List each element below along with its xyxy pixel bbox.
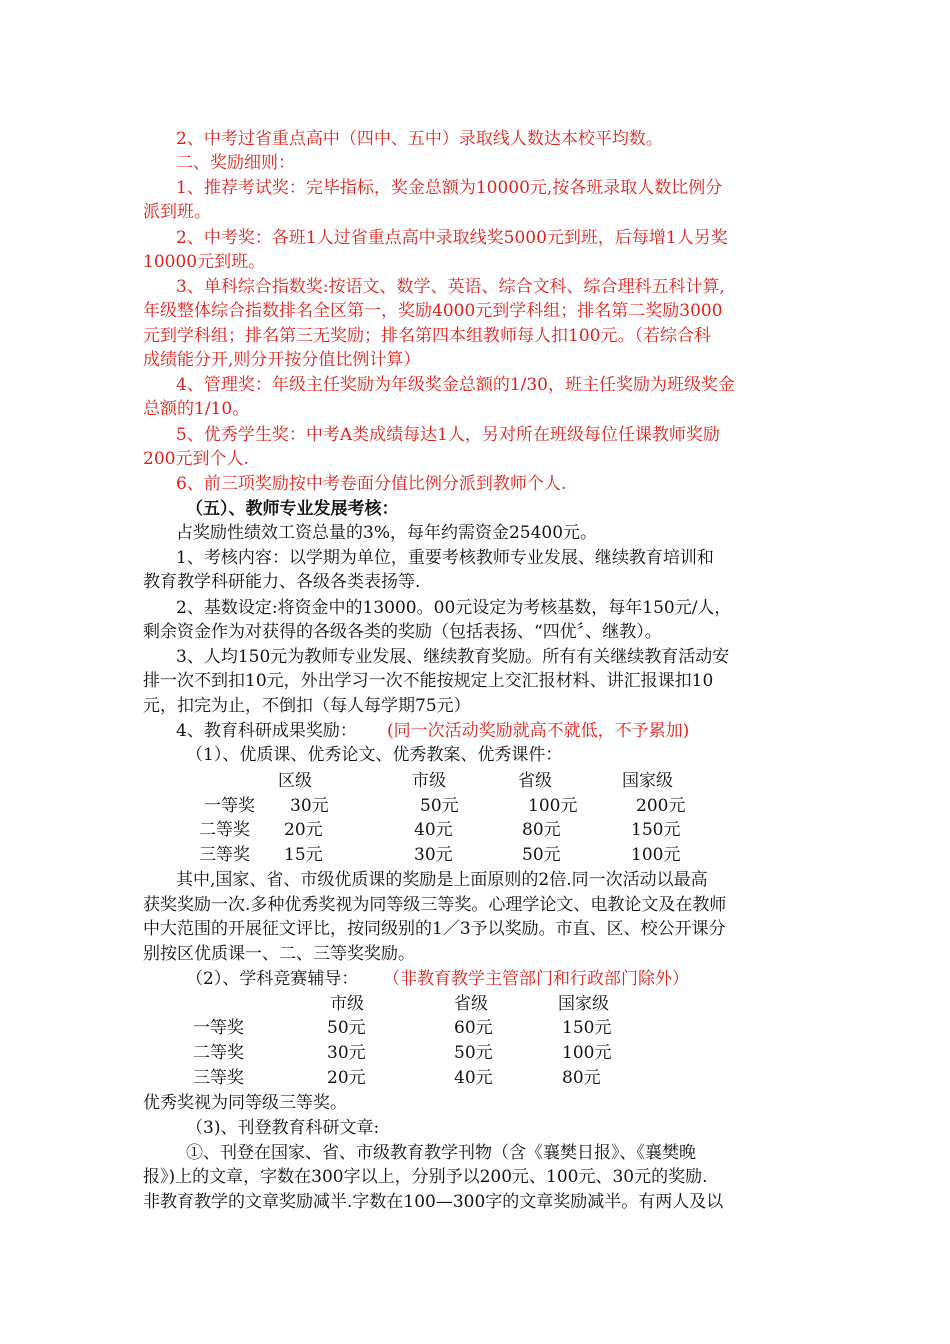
table-cell: 30元 [327, 1043, 366, 1063]
text-line: 剩余资金作为对获得的各级各类的奖励（包括表扬、“四优〞、继教）。 [143, 622, 662, 642]
row-label: 一等奖 [204, 796, 255, 816]
table-cell: 150元 [562, 1018, 612, 1038]
text-line: 1、推荐考试奖：完毕指标，奖金总额为10000元,按各班录取人数比例分 [176, 178, 723, 198]
text-line: ①、刊登在国家、省、市级教育教学刊物（含《襄樊日报》、《襄樊晚 [186, 1143, 696, 1163]
text-line: 6、前三项奖励按中考卷面分值比例分派到教师个人. [176, 474, 567, 494]
row-label: 三等奖 [199, 845, 250, 865]
text-line: 派到班。 [143, 202, 211, 222]
section-heading: 二、奖励细则： [176, 153, 295, 173]
table-cell: 30元 [290, 796, 329, 816]
text-line: 教育教学科研能力、各级各类表扬等. [143, 572, 421, 592]
table-header: 省级 [454, 994, 488, 1014]
text-line: 元，扣完为止，不倒扣（每人每学期75元） [143, 696, 471, 716]
text-line: 其中,国家、省、市级优质课的奖励是上面原则的2倍.同一次活动以最高 [176, 870, 708, 890]
text-line: 年级整体综合指数排名全区第一，奖励4000元到学科组；排名第二奖励3000 [143, 301, 723, 321]
table-cell: 40元 [414, 820, 453, 840]
text-line: 占奖励性绩效工资总量的3%，每年约需资金25400元。 [176, 523, 598, 543]
subsection-heading: （1）、优质课、优秀论文、优秀教案、优秀课件： [186, 745, 563, 765]
text-line: 报》)上的文章，字数在300字以上，分别予以200元、100元、30元的奖励. [143, 1167, 708, 1187]
table-cell: 100元 [562, 1043, 612, 1063]
section-heading: （五）、教师专业发展考核： [186, 499, 399, 519]
text-line: 别按区优质课一、二、三等奖奖励。 [143, 944, 415, 964]
text-line: 2、基数设定:将资金中的13000。00元设定为考核基数，每年150元/人， [176, 598, 732, 618]
table-header: 省级 [518, 771, 552, 791]
text-line: 获奖奖励一次.多种优秀奖视为同等级三等奖。心理学论文、电教论文及在教师 [143, 895, 727, 915]
text-line: 3、单科综合指数奖:按语文、数学、英语、综合文科、综合理科五科计算, [176, 277, 725, 297]
table-header: 国家级 [622, 771, 673, 791]
table-cell: 60元 [454, 1018, 493, 1038]
text-line: 4、管理奖：年级主任奖励为年级奖金总额的1/30，班主任奖励为班级奖金 [176, 375, 735, 395]
table-cell: 80元 [522, 820, 561, 840]
table-cell: 80元 [562, 1068, 601, 1088]
text-line: 2、中考过省重点高中（四中、五中）录取线人数达本校平均数。 [176, 129, 663, 149]
row-label: 一等奖 [193, 1018, 244, 1038]
text-note-red: （非教育教学主管部门和行政部门除外） [383, 969, 689, 989]
table-cell: 150元 [631, 820, 681, 840]
subsection-heading: （3)、刊登教育科研文章: [186, 1118, 380, 1138]
table-cell: 20元 [327, 1068, 366, 1088]
table-cell: 200元 [636, 796, 686, 816]
text-line: 4、教育科研成果奖励： [176, 721, 357, 741]
table-cell: 100元 [528, 796, 578, 816]
table-cell: 40元 [454, 1068, 493, 1088]
table-header: 区级 [278, 771, 312, 791]
text-line: 优秀奖视为同等级三等奖。 [143, 1093, 347, 1113]
table-cell: 15元 [284, 845, 323, 865]
text-line: 200元到个人. [143, 449, 249, 469]
table-cell: 50元 [454, 1043, 493, 1063]
text-line: 成绩能分开,则分开按分值比例计算） [143, 350, 421, 370]
row-label: 三等奖 [193, 1068, 244, 1088]
text-line: 中大范围的开展征文评比，按同级别的1／3予以奖励。市直、区、校公开课分 [143, 919, 726, 939]
table-cell: 30元 [414, 845, 453, 865]
text-line: 5、优秀学生奖：中考A类成绩每达1人，另对所在班级每位任课教师奖励 [176, 425, 720, 445]
table-cell: 50元 [327, 1018, 366, 1038]
text-line: 非教育教学的文章奖励减半.字数在100—300字的文章奖励减半。有两人及以 [143, 1192, 724, 1212]
row-label: 二等奖 [199, 820, 250, 840]
table-header: 市级 [330, 994, 364, 1014]
table-header: 市级 [412, 771, 446, 791]
row-label: 二等奖 [193, 1043, 244, 1063]
table-cell: 100元 [631, 845, 681, 865]
table-cell: 50元 [420, 796, 459, 816]
text-line: 2、中考奖：各班1人过省重点高中录取线奖5000元到班，后每增1人另奖 [176, 228, 728, 248]
text-line: 排一次不到扣10元，外出学习一次不能按规定上交汇报材料、讲汇报课扣10 [143, 671, 714, 691]
text-line: 总额的1/10。 [143, 399, 250, 419]
text-line: 1、考核内容：以学期为单位，重要考核教师专业发展、继续教育培训和 [176, 548, 714, 568]
table-header: 国家级 [558, 994, 609, 1014]
text-line: 元到学科组；排名第三无奖励；排名第四本组教师每人扣100元。（若综合科 [143, 326, 711, 346]
subsection-heading: （2）、学科竞赛辅导： [186, 969, 359, 989]
text-note-red: (同一次活动奖励就高不就低，不予累加) [387, 721, 690, 741]
table-cell: 20元 [284, 820, 323, 840]
table-cell: 50元 [522, 845, 561, 865]
text-line: 3、人均150元为教师专业发展、继续教育奖励。所有有关继续教育活动安 [176, 647, 730, 667]
text-line: 10000元到班。 [143, 252, 266, 272]
